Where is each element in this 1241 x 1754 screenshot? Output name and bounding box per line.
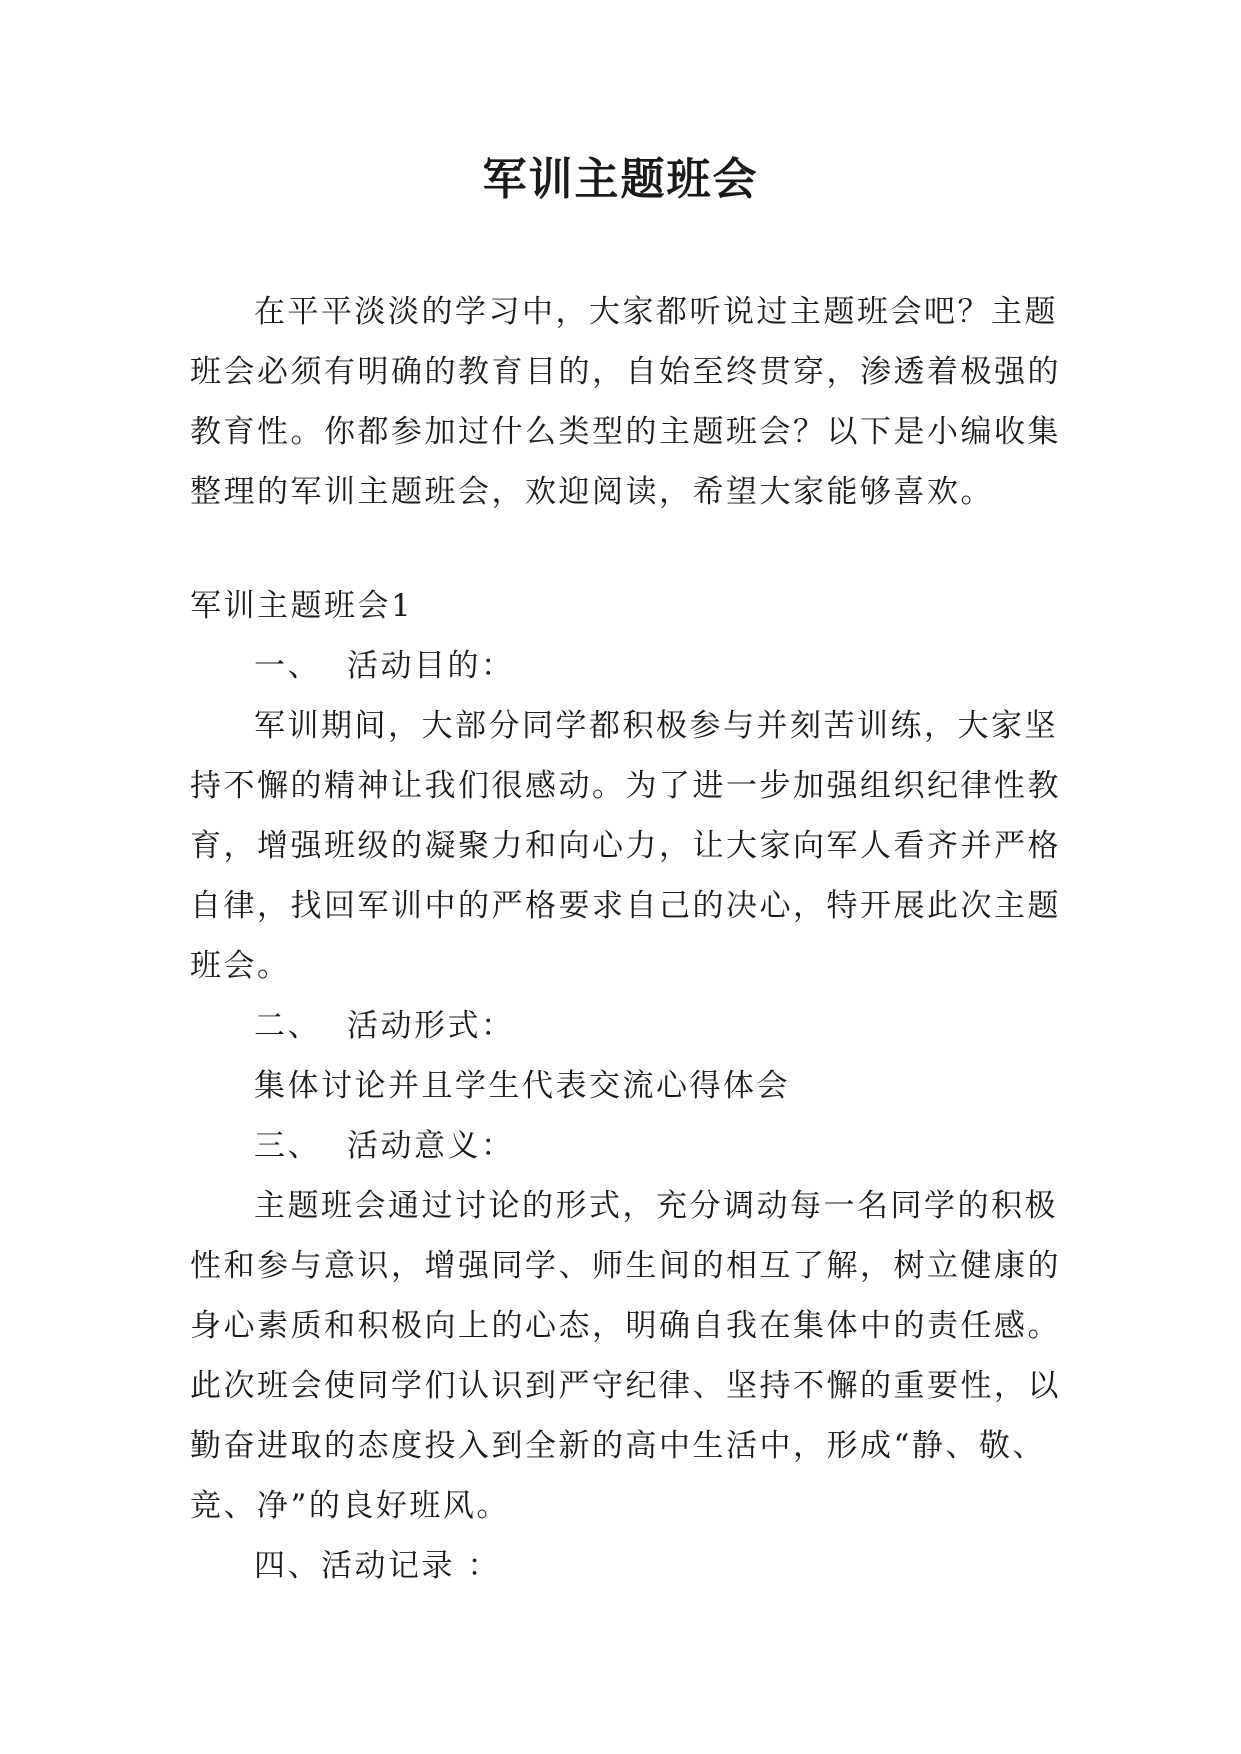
purpose-line: 自律，找回军训中的严格要求自己的决心，特开展此次主题 [190, 888, 1061, 924]
form-line: 集体讨论并且学生代表交流心得体会 [254, 1068, 790, 1104]
intro-line: 班会必须有明确的教育目的，自始至终贯穿，渗透着极强的 [190, 354, 1061, 390]
meaning-line: 勤奋进取的态度投入到全新的高中生活中，形成“静、敬、 [190, 1428, 1046, 1464]
purpose-heading-text: 活动目的： [347, 648, 515, 684]
purpose-line: 班会。 [190, 948, 291, 984]
meaning-line: 主题班会通过讨论的形式，充分调动每一名同学的积极 [254, 1188, 1058, 1224]
meaning-line: 竞、净”的良好班风。 [190, 1488, 510, 1524]
meaning-line: 性和参与意识，增强同学、师生间的相互了解，树立健康的 [190, 1248, 1061, 1284]
intro-line: 教育性。你都参加过什么类型的主题班会？以下是小编收集 [190, 414, 1061, 450]
document-title: 军训主题班会 [482, 154, 759, 205]
purpose-line: 军训期间，大部分同学都积极参与并刻苦训练，大家坚 [254, 708, 1058, 744]
purpose-line: 持不懈的精神让我们很感动。为了进一步加强组织纪律性教 [190, 768, 1061, 804]
intro-line: 整理的军训主题班会，欢迎阅读，希望大家能够喜欢。 [190, 474, 994, 510]
meaning-line: 身心素质和积极向上的心态，明确自我在集体中的责任感。 [190, 1308, 1061, 1344]
section-heading: 军训主题班会1 [190, 588, 414, 624]
meaning-heading [254, 1126, 515, 1166]
form-heading-text: 活动形式： [347, 1008, 515, 1044]
meaning-line: 此次班会使同学们认识到严守纪律、坚持不懈的重要性，以 [190, 1368, 1061, 1404]
purpose-heading [254, 646, 515, 686]
purpose-heading-number: 一、 [254, 648, 321, 684]
form-heading-number: 二、 [254, 1008, 321, 1044]
form-heading [254, 1006, 515, 1046]
record-heading: 四、活动记录 ： [254, 1548, 501, 1584]
intro-line: 在平平淡淡的学习中，大家都听说过主题班会吧？主题 [254, 294, 1058, 330]
meaning-heading-number: 三、 [254, 1128, 321, 1164]
meaning-heading-text: 活动意义： [347, 1128, 515, 1164]
purpose-line: 育，增强班级的凝聚力和向心力，让大家向军人看齐并严格 [190, 828, 1061, 864]
